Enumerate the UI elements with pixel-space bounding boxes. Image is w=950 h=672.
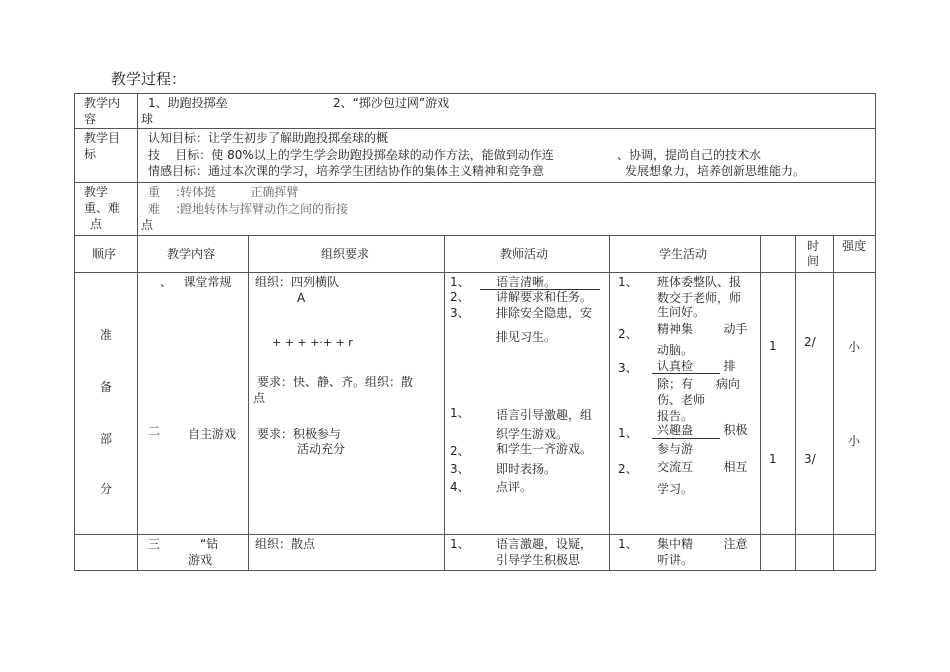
keypoints-label-3: 点: [90, 217, 103, 231]
game-count: 1: [769, 452, 777, 466]
student-item-text: 学习。: [657, 482, 694, 496]
teacher-item-text: 点评。: [496, 480, 533, 494]
difficulty-text-cont: 点: [141, 218, 154, 232]
teacher-item-text: 和学生一齐游戏。: [496, 442, 593, 456]
objective-cognitive: 认知目标：让学生初步了解助跑投掷垒球的概: [148, 131, 389, 145]
col-header-intensity: 强度: [842, 239, 867, 253]
underline: [652, 438, 720, 439]
table-border-left: [74, 93, 75, 571]
student-item-text: 班体委整队、报: [657, 275, 742, 289]
key-point-label: 重: [148, 185, 161, 199]
content-item-1: 1、助跑投掷垒: [148, 96, 228, 110]
content-item-1-cont: 球: [141, 112, 154, 126]
student-item-num: 1、: [618, 426, 638, 440]
teacher-item-text: 引导学生积极思: [496, 553, 581, 567]
third-org: 组织：散点: [255, 537, 316, 551]
student-item-text: 伤、老师: [657, 393, 706, 407]
student-item-num: 2、: [618, 462, 638, 476]
student-item-text: 集中精 注意: [657, 537, 748, 551]
row-divider-content: [74, 128, 876, 129]
student-item-num: 1、: [618, 537, 638, 551]
student-item-num: 1、: [618, 275, 638, 289]
col-divider-time: [833, 235, 834, 571]
game-req-1: 要求：积极参与: [257, 427, 342, 441]
student-item-text: 交流互 相互: [657, 460, 748, 474]
teacher-item-num: 3、: [450, 306, 470, 320]
student-item-text: 参与游: [657, 442, 694, 456]
col-header-content: 教学内容: [167, 247, 216, 261]
content-item-2: 2、“掷沙包过网”游戏: [333, 96, 450, 110]
col-header-time: 时间: [807, 239, 820, 268]
game-num-label: 二: [148, 424, 161, 438]
teacher-item-text: 即时表扬。: [496, 462, 557, 476]
objective-skill-a: 技 目标：使 80%以上的学生学会助跑投掷垒球的动作方法，能做到动作连: [148, 148, 554, 162]
student-item-text: 除；有 病向: [657, 377, 740, 391]
game-req-2: 活动充分: [297, 442, 346, 456]
col-header-teacher: 教师活动: [500, 247, 549, 261]
keypoints-label-1: 教学: [84, 185, 109, 199]
table-border-right: [875, 93, 876, 571]
student-item-text: 生问好。: [657, 305, 706, 319]
col-divider-content: [248, 235, 249, 571]
game-intensity: 小: [848, 434, 861, 448]
routine-org: 组织：四列横队: [255, 275, 340, 289]
content-label-2: 容: [84, 112, 97, 126]
prep-count: 1: [769, 339, 777, 353]
game-content: 自主游戏: [188, 427, 237, 441]
col-header-org: 组织要求: [321, 247, 370, 261]
row-divider-objectives: [74, 182, 876, 183]
student-item-num: 3、: [618, 361, 638, 375]
routine-org-A: A: [297, 291, 306, 305]
page-heading: 教学过程：: [111, 70, 187, 88]
routine-org-formation: + + + +·+ + r: [272, 336, 353, 349]
teacher-item-text: 排除安全隐患，安: [496, 306, 593, 320]
difficulty-label: 难: [148, 202, 161, 216]
section-label-3: 部: [100, 432, 113, 446]
third-num-label: 三: [148, 537, 161, 551]
teacher-item-text: 语言激趣，设疑，: [496, 537, 593, 551]
keypoints-label-2: 重、难: [84, 201, 121, 215]
teacher-item-text: 语言清晰。: [496, 275, 557, 289]
col-divider-student: [760, 235, 761, 571]
row-divider-keypoints: [74, 235, 876, 236]
teacher-item-text: 织学生游戏。: [496, 427, 569, 441]
teacher-item-num: 1、: [450, 406, 470, 420]
student-item-text: 听讲。: [657, 553, 694, 567]
teacher-item-num: 3、: [450, 462, 470, 476]
student-item-text: 兴趣盎 积极: [657, 423, 748, 437]
game-time: 3/: [804, 452, 816, 466]
routine-content: 、 课堂常规: [160, 275, 232, 289]
objective-emotion-b: 发展想象力，培养创新思维能力。: [625, 164, 806, 178]
section-label-4: 分: [100, 482, 113, 496]
third-content-2: 游戏: [188, 553, 213, 567]
prep-intensity: 小: [848, 340, 861, 354]
key-point-text: :转体挺 正确挥臂: [176, 185, 299, 199]
row-divider-prep: [74, 534, 876, 535]
third-content-1: “钻: [200, 537, 219, 551]
underline: [652, 373, 720, 374]
content-label-1: 教学内: [84, 96, 121, 110]
student-item-text: 数交于老师，师: [657, 291, 742, 305]
student-item-text: 动脑。: [657, 343, 694, 357]
col-header-student: 学生活动: [659, 247, 708, 261]
teacher-item-num: 1、: [450, 275, 470, 289]
student-item-text: 认真检 排: [657, 359, 736, 373]
section-label-1: 准: [100, 328, 113, 342]
col-header-order: 顺序: [92, 247, 117, 261]
teacher-item-text: 语言引导激趣，组: [496, 408, 593, 422]
table-border-top: [74, 93, 876, 94]
col-divider-num: [795, 235, 796, 571]
student-item-text: 精神集 动手: [657, 322, 748, 336]
routine-org-req: 要求：快、静、齐。组织：散: [257, 375, 414, 389]
teacher-item-num: 2、: [450, 290, 470, 304]
row-divider-header: [74, 272, 876, 273]
teacher-item-text: 讲解要求和任务。: [496, 290, 593, 304]
teacher-item-num: 4、: [450, 480, 470, 494]
teacher-item-num: 1、: [450, 537, 470, 551]
objectives-label-2: 标: [84, 147, 97, 161]
prep-time: 2/: [804, 335, 816, 349]
objectives-label-1: 教学目: [84, 131, 121, 145]
teacher-item-text: 排见习生。: [496, 330, 557, 344]
col-divider-label: [137, 93, 138, 571]
difficulty-text: :蹬地转体与挥臂动作之间的衔接: [176, 202, 349, 216]
student-item-num: 2、: [618, 327, 638, 341]
table-border-bottom: [74, 570, 876, 571]
routine-org-req-2: 点: [253, 391, 266, 405]
teacher-item-num: 2、: [450, 444, 470, 458]
section-label-2: 备: [100, 380, 113, 394]
col-divider-org: [444, 235, 445, 571]
objective-skill-b: 、协调，提尚自己的技术水: [617, 148, 762, 162]
col-divider-teacher: [609, 235, 610, 571]
objective-emotion-a: 情感目标：通过本次课的学习，培养学生团结协作的集体主义精神和竞争意: [148, 164, 545, 178]
student-item-text: 报告。: [657, 409, 694, 423]
